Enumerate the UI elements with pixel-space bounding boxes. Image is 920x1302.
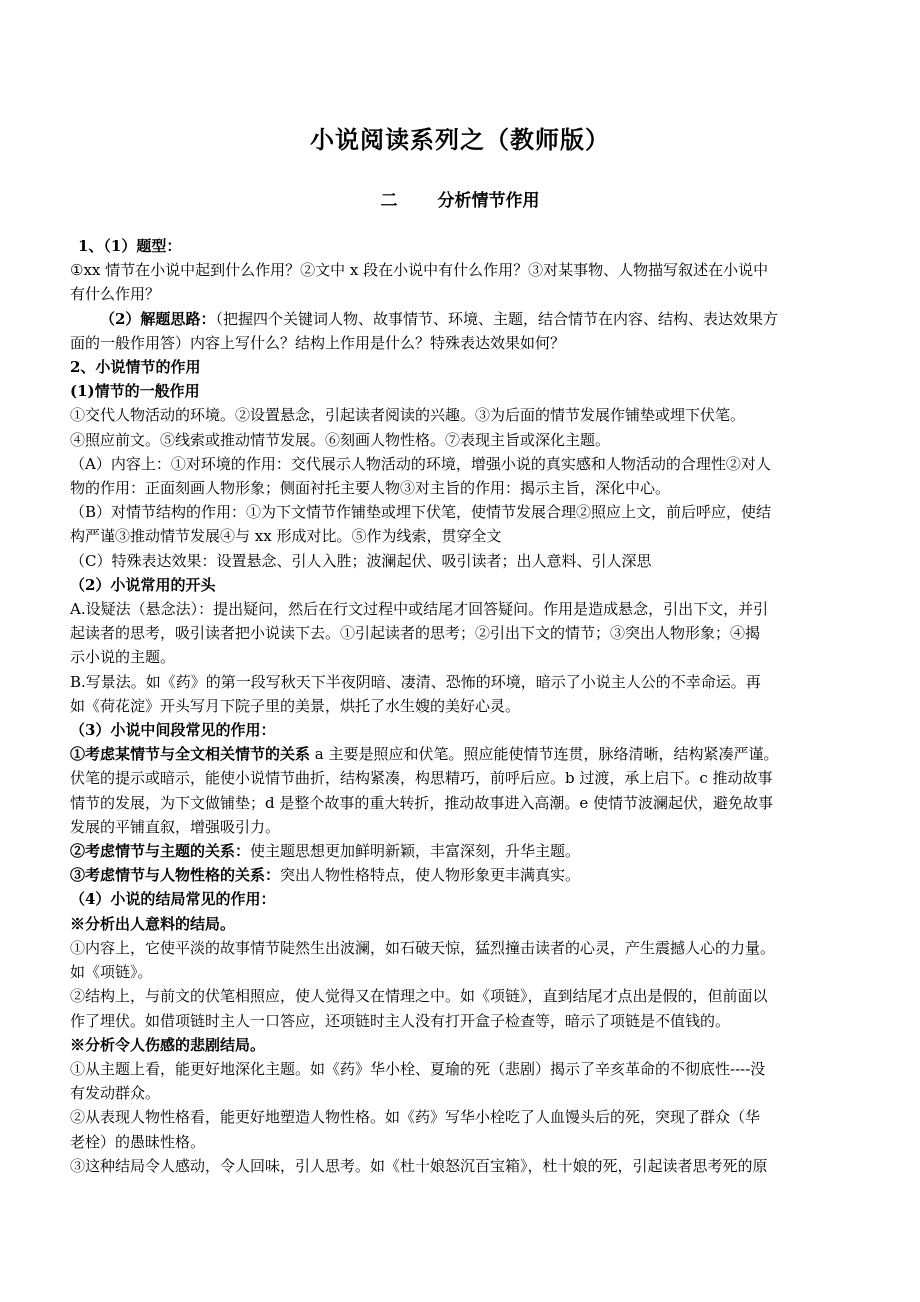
paragraph-line: ①内容上，它使平淡的故事情节陡然生出波澜，如石破天惊，猛烈撞击读者的心灵，产生震撼人心的力量。 bbox=[70, 938, 776, 957]
paragraph-line bbox=[70, 742, 852, 766]
point-text: 突出人物性格特点，使人物形象更丰满真实。 bbox=[280, 866, 581, 885]
section-number: 二 bbox=[380, 191, 398, 211]
paragraph-line: 情节的发展，为下文做铺垫；d 是整个故事的重大转折，推动故事进入高潮。e 使情节波澜起伏，避免故事 bbox=[70, 793, 774, 812]
paragraph-line: 面的一般作用答）内容上写什么？结构上作用是什么？特殊表达效果如何？ bbox=[70, 333, 566, 352]
paragraph-line: B.写景法。如《药》的第一段写秋天下半夜阴暗、凄清、恐怖的环境，暗示了小说主人公的不幸命运。再 bbox=[70, 672, 761, 691]
paragraph-line bbox=[70, 839, 852, 863]
paragraph-line: （C）特殊表达效果：设置悬念、引人入胜；波澜起伏、吸引读者；出人意料、引人深思 bbox=[70, 551, 652, 570]
point-text: a 主要是照应和伏笔。照应能使情节连贯，脉络清晰，结构紧凑严谨。 bbox=[310, 745, 779, 764]
paragraph-line: 老栓）的愚昧性格。 bbox=[70, 1132, 206, 1151]
paragraph-line: 构严谨③推动情节发展④与 xx 形成对比。⑤作为线索，贯穿全文 bbox=[70, 527, 502, 546]
paragraph-line: 如《荷花淀》开头写月下院子里的美景，烘托了水生嫂的美好心灵。 bbox=[70, 696, 521, 715]
document-body bbox=[70, 234, 852, 1178]
section-heading bbox=[0, 186, 920, 211]
section-subheading: ※分析令人伤感的悲剧结局。 bbox=[70, 1035, 266, 1054]
paragraph-line bbox=[70, 307, 852, 331]
section-subheading: ※分析出人意料的结局。 bbox=[70, 914, 236, 933]
section-title: 分析情节作用 bbox=[437, 191, 540, 211]
paragraph-line: 有什么作用？ bbox=[70, 285, 161, 304]
point-label: ①考虑某情节与全文相关情节的关系 bbox=[70, 745, 311, 764]
paragraph-line: 物的作用：正面刻画人物形象；侧面衬托主要人物③对主旨的作用：揭示主旨，深化中心。 bbox=[70, 479, 671, 498]
paragraph-line: 发展的平铺直叙，增强吸引力。 bbox=[70, 817, 281, 836]
paragraph-line: 有发动群众。 bbox=[70, 1084, 161, 1103]
section-subheading: （4）小说的结局常见的作用： bbox=[70, 890, 276, 909]
question-type-heading: 1、（1）题型： bbox=[78, 237, 182, 255]
paragraph-line: （B）对情节结构的作用：①为下文情节作铺垫或埋下伏笔，使情节发展合理②照应上文，前后呼应，使结 bbox=[70, 503, 772, 522]
point-label: ②考虑情节与主题的关系： bbox=[70, 842, 251, 861]
paragraph-line: 起读者的思考，吸引读者把小说读下去。①引起读者的思考；②引出下文的情节；③突出人物形象；④揭 bbox=[70, 624, 761, 643]
section-subheading: （2）小说常用的开头 bbox=[70, 575, 216, 594]
paragraph-line: （A）内容上：①对环境的作用：交代展示人物活动的环境，增强小说的真实感和人物活动的合理性②对人 bbox=[70, 454, 771, 473]
paragraph-line: ②结构上，与前文的伏笔相照应，使人觉得又在情理之中。如《项链》，直到结尾才点出是假的，但前面以 bbox=[70, 987, 768, 1006]
paragraph-line: ②从表现人物性格看，能更好地塑造人物性格。如《药》写华小栓吃了人血馒头后的死，突现了群众（华 bbox=[70, 1108, 761, 1127]
paragraph-line: ④照应前文。⑤线索或推动情节发展。⑥刻画人物性格。⑦表现主旨或深化主题。 bbox=[70, 430, 611, 449]
point-text: 使主题思想更加鲜明新颖，丰富深刻，升华主题。 bbox=[250, 842, 581, 861]
section-subheading: (1)情节的一般作用 bbox=[70, 382, 200, 401]
section-subheading: 2、小说情节的作用 bbox=[70, 358, 201, 377]
paragraph-line: ①从主题上看，能更好地深化主题。如《药》华小栓、夏瑜的死（悲剧）揭示了辛亥革命的不彻底性----没 bbox=[70, 1059, 766, 1078]
document-title: 小说阅读系列之（教师版） bbox=[310, 125, 610, 154]
point-label: ③考虑情节与人物性格的关系： bbox=[70, 866, 281, 885]
paragraph-line: A.设疑法（悬念法）：提出疑问，然后在行文过程中或结尾才回答疑问。作用是造成悬念，引出下文，并引 bbox=[70, 600, 769, 619]
paragraph-line: 示小说的主题。 bbox=[70, 648, 176, 667]
approach-text: （把握四个关键词人物、故事情节、环境、主题，结合情节在内容、结构、表达效果方 bbox=[215, 309, 778, 328]
paragraph-line: ①交代人物活动的环境。②设置悬念，引起读者阅读的兴趣。③为后面的情节发展作铺垫或埋下伏笔。 bbox=[70, 406, 746, 425]
section-subheading: （3）小说中间段常见的作用： bbox=[70, 721, 276, 740]
approach-label: （2）解题思路： bbox=[100, 309, 216, 328]
paragraph-line: 作了埋伏。如借项链时主人一口答应，还项链时主人没有打开盒子检查等，暗示了项链是不值钱的。 bbox=[70, 1011, 731, 1030]
paragraph-line: ①xx 情节在小说中起到什么作用？②文中 x 段在小说中有什么作用？③对某事物、人物描写叙述在小说中 bbox=[70, 261, 769, 280]
paragraph-line: 伏笔的提示或暗示，能使小说情节曲折，结构紧凑，构思精巧，前呼后应。b 过渡，承上启下。c 推动故事 bbox=[70, 769, 773, 788]
paragraph-line bbox=[70, 863, 852, 887]
paragraph-line: ③这种结局令人感动，令人回味，引人思考。如《杜十娘怒沉百宝箱》，杜十娘的死，引起读者思考死的原 bbox=[70, 1156, 768, 1175]
paragraph-line: 如《项链》。 bbox=[70, 963, 153, 982]
